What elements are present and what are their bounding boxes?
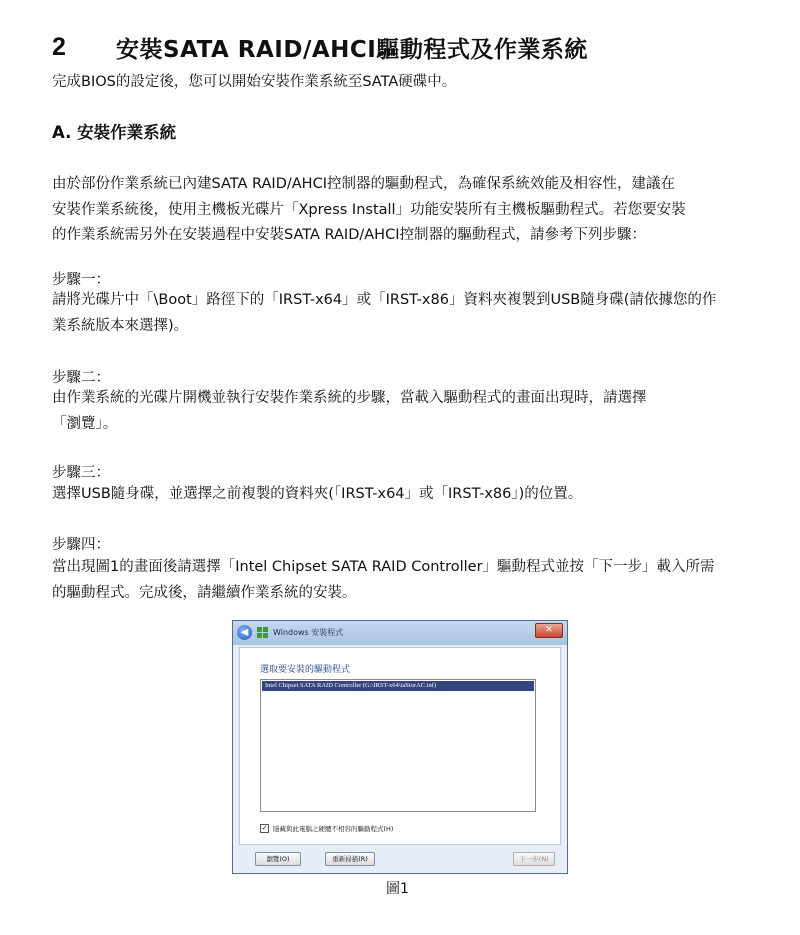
section-title: A. 安裝作業系統 — [52, 123, 177, 142]
figure-caption: 圖1 — [386, 881, 409, 897]
step-2-text — [52, 386, 752, 437]
step-line: 由作業系統的光碟片開機並執行安裝作業系統的步驟，當載入驅動程式的畫面出現時，請選擇 — [52, 390, 647, 406]
chapter-title: 安裝SATA RAID/AHCI驅動程式及作業系統 — [116, 36, 588, 63]
step-4-text — [52, 555, 752, 606]
dialog-content — [239, 647, 561, 845]
paragraph-line: 的作業系統需另外在安裝過程中安裝SATA RAID/AHCI控制器的驅動程式，請參考下列步驟： — [52, 227, 646, 243]
hide-incompatible-option[interactable] — [260, 824, 393, 833]
browse-button[interactable]: 瀏覽(O) — [255, 852, 301, 866]
chapter-heading — [52, 30, 588, 64]
close-button[interactable]: ✕ — [535, 623, 563, 638]
step-4-title: 步驟四： — [52, 537, 110, 553]
chapter-number: 2 — [52, 32, 66, 61]
paragraph-line: 由於部份作業系統已內建SATA RAID/AHCI控制器的驅動程式，為確保系統效能及相容性，建議在 — [52, 176, 675, 192]
rescan-button[interactable]: 重新掃描(R) — [325, 852, 375, 866]
back-arrow-icon[interactable]: ◀ — [237, 625, 252, 640]
step-line: 「瀏覽」。 — [52, 415, 118, 432]
step-line: 的驅動程式。完成後，請繼續作業系統的安裝。 — [52, 584, 357, 601]
step-2-title: 步驟二： — [52, 370, 110, 386]
step-3-text — [52, 482, 752, 508]
hide-incompatible-checkbox[interactable]: ✓ — [261, 824, 268, 832]
paragraph-line: 安裝作業系統後，使用主機板光碟片「Xpress Install」功能安裝所有主機板驅動程式。若您要安裝 — [52, 201, 686, 218]
next-button[interactable]: 下一步(N) — [513, 852, 555, 866]
dialog-heading: 選取要安裝的驅動程式 — [260, 665, 351, 675]
overview-paragraph — [52, 172, 752, 249]
step-line: 選擇USB隨身碟，並選擇之前複製的資料夾(「IRST-x64」或「IRST-x86」)的位置。 — [52, 486, 583, 502]
driver-list-item[interactable]: Intel Chipset SATA RAID Controller (G:\IRST-x64\iaStorAC.inf) — [262, 681, 534, 691]
step-1-title: 步驟一： — [52, 272, 110, 288]
windows-setup-icon — [257, 627, 269, 638]
intro-text: 完成BIOS的設定後，您可以開始安裝作業系統至SATA硬碟中。 — [52, 74, 457, 90]
windows-setup-dialog — [232, 620, 568, 874]
step-line: 業系統版本來選擇)。 — [52, 317, 189, 334]
step-1-text — [52, 288, 752, 339]
step-3-title: 步驟三： — [52, 465, 110, 481]
hide-incompatible-label: 隱藏與此電腦之硬體不相容的驅動程式(H) — [273, 825, 394, 833]
driver-list[interactable] — [260, 679, 536, 812]
dialog-titlebar — [233, 621, 567, 645]
step-line: 當出現圖1的畫面後請選擇「Intel Chipset SATA RAID Controller」驅動程式並按「下一步」載入所需 — [52, 559, 715, 575]
dialog-title: Windows 安裝程式 — [273, 628, 344, 637]
step-line: 請將光碟片中「\Boot」路徑下的「IRST-x64」或「IRST-x86」資料夾複製到USB隨身碟(請依據您的作 — [52, 292, 717, 308]
